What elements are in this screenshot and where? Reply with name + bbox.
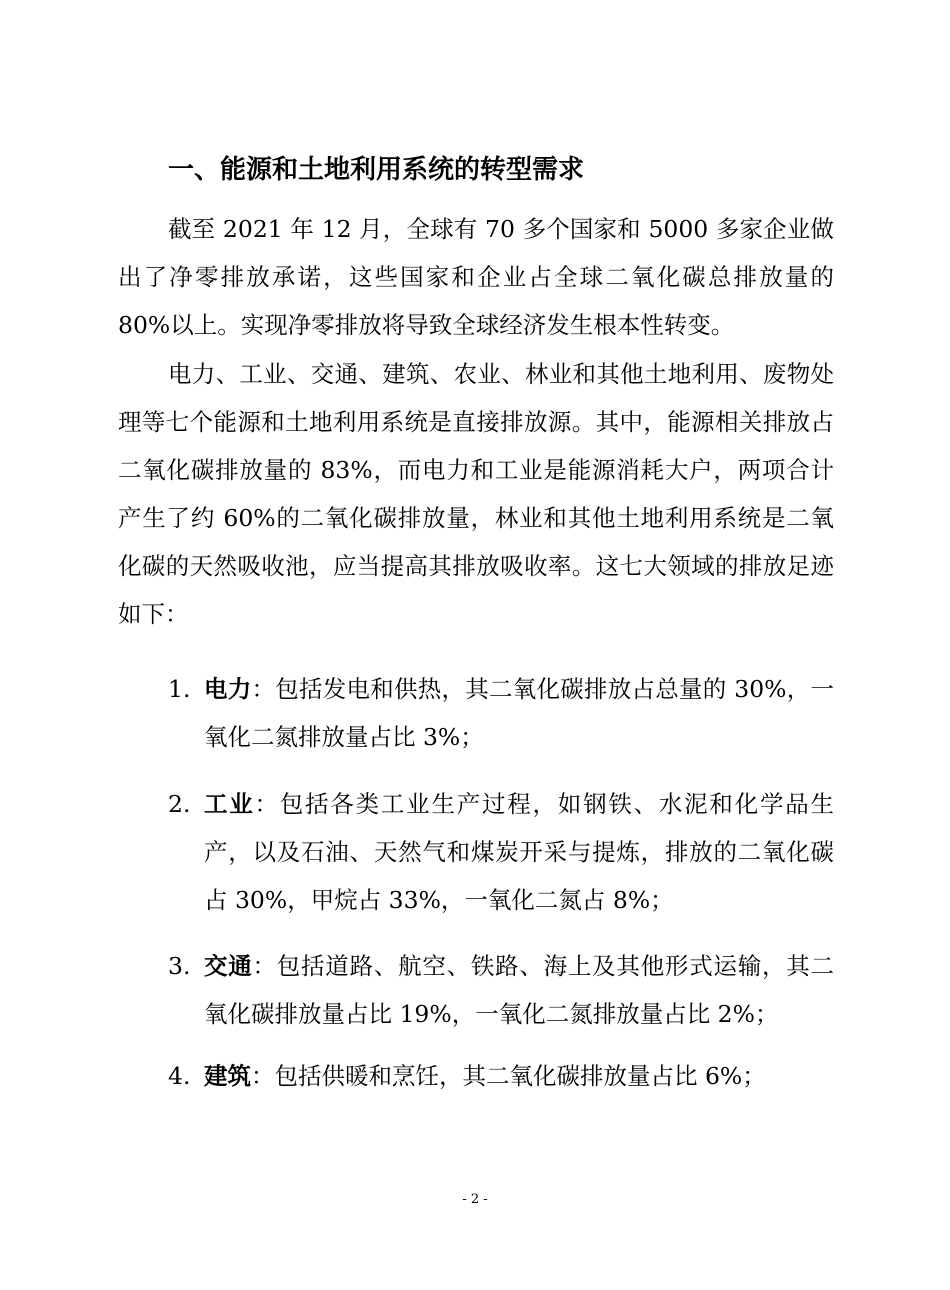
paragraph-emission-sources: 电力、工业、交通、建筑、农业、林业和其他土地利用、废物处理等七个能源和土地利用系统是直接排放源。其中，能源相关排放占二氧化碳排放量的 83%，而电力和工业是能源消耗大户，两项合计产生了约 60%的二氧化碳排放量，林业和其他土地利用系统是二氧化碳的天然吸收池，应当提高其排放吸收率。这七大领域的排放足迹如下： [118,360,834,628]
list-term: 交通 [204,952,253,980]
paragraph-net-zero: 截至 2021 年 12 月，全球有 70 多个国家和 5000 多家企业做出了净零排放承诺，这些国家和企业占全球二氧化碳总排放量的 80%以上。实现净零排放将导致全球经济发生根本性转变。 [118,215,834,339]
list-term: 工业 [204,790,255,818]
list-text: ：包括道路、航空、铁路、海上及其他形式运输，其二氧化碳排放量占比 19%，一氧化二氮排放量占比 2%； [204,952,835,1028]
list-body [204,665,834,761]
list-term: 建筑 [204,1062,251,1090]
list-text: ：包括各类工业生产过程，如钢铁、水泥和化学品生产，以及石油、天然气和煤炭开采与提炼，排放的二氧化碳占 30%，甲烷占 33%，一氧化二氮占 8%； [204,790,835,914]
list-number: 1. [168,675,191,703]
list-number: 3. [168,952,191,980]
list-body [204,780,834,924]
list-item-power [168,665,834,761]
list-item-industry [168,780,834,924]
list-text: ：包括供暖和烹饪，其二氧化碳排放量占比 6%； [251,1062,766,1090]
list-body [204,1052,834,1100]
section-heading: 一、能源和土地利用系统的转型需求 [168,155,585,185]
list-text: ：包括发电和供热，其二氧化碳排放占总量的 30%，一氧化二氮排放量占比 3%； [204,675,835,751]
page-number: - 2 - [462,1192,488,1207]
list-term: 电力 [204,675,252,703]
list-item-buildings [168,1052,834,1100]
list-number: 4. [168,1062,191,1090]
list-body [204,942,834,1038]
list-number: 2. [168,790,191,818]
list-item-transport [168,942,834,1038]
